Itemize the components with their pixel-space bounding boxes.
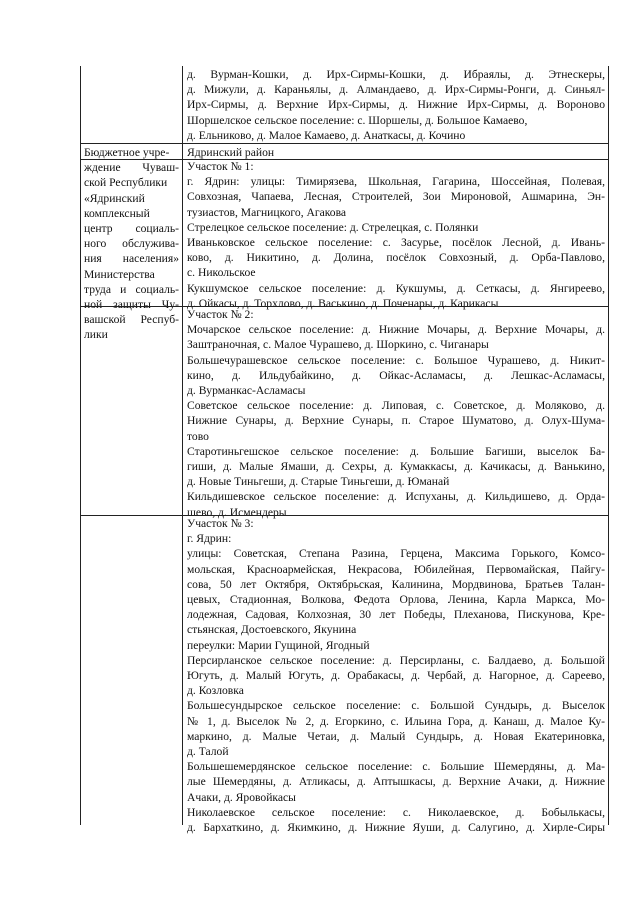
text-line: г. Ядрин: <box>187 532 232 546</box>
text-line: мольская, Красноармейская, Некрасова, Юбилейная, Первомайская, Пайгу- <box>187 562 605 576</box>
text-line: Советское сельское поселение: д. Липовая, с. Советское, д. Моляково, д. <box>187 399 605 413</box>
text-line: д. Мижули, д. Караньялы, д. Алмандаево, д. Ирх-Сирмы-Ронги, д. Синьял- <box>187 83 605 97</box>
institution-line: Бюджетное учре- <box>84 146 170 159</box>
text-line: д. Вурман-Кошки, д. Ирх-Сирмы-Кошки, д. Ибраялы, д. Этнескеры, <box>187 68 605 81</box>
institution-line: комплексный <box>84 206 150 220</box>
text-line: Большешемердянское сельское поселение: с. Большие Шемердяны, д. Ма- <box>187 760 605 774</box>
text-line: Большесундырское сельское поселение: с. Большой Сундырь, д. Выселок <box>187 699 605 713</box>
institution-line: лики <box>84 328 108 342</box>
institution-line: ного обслужива- <box>84 237 179 251</box>
continuation-row <box>81 66 608 143</box>
text-line: Старотиньгешское сельское поселение: д. Большие Багиши, выселок Ба- <box>187 444 605 458</box>
text-line: Совхозная, Чапаева, Лесная, Строителей, Зои Мироновой, Ашмарина, Эн- <box>187 190 605 204</box>
text-line: улицы: Советская, Степана Разина, Герцена, Максима Горького, Комсо- <box>187 547 605 561</box>
text-line: маркино, д. Малые Четаи, д. Малый Сундырь, д. Новая Екатериновка, <box>187 729 605 743</box>
text-line: д. Бархаткино, д. Якимкино, д. Нижние Яуши, д. Салугино, д. Хирле-Сиры <box>187 821 605 834</box>
text-line: № 1, д. Выселок № 2, д. Егоркино, с. Ильина Гора, д. Канаш, д. Малое Ку- <box>187 714 605 728</box>
text-line: д. Ойкасы, д. Торхлово, д. Васькино, д. Поченары, д. Карикасы <box>187 296 499 310</box>
institution-line: центр социаль- <box>84 222 179 235</box>
text-line: лые Шемердяны, д. Атликасы, д. Аптышкасы, д. Верхние Ачаки, д. Нижние <box>187 775 605 789</box>
text-line: ково, д. Никитино, д. Долина, посёлок Совхозный, д. Орба-Павлово, <box>187 251 605 265</box>
text-line: Заштраночная, с. Малое Чурашево, д. Шоркино, с. Чиганары <box>187 338 489 352</box>
text-line: Участок № 3: <box>187 517 254 530</box>
text-line: тузиастов, Магницкого, Агакова <box>187 205 347 219</box>
institution-line: Министерства <box>84 267 155 281</box>
text-line: д. Талой <box>187 745 229 758</box>
institution-line: вашской Респуб- <box>84 313 179 327</box>
text-line: Кукшумское сельское поселение: д. Кукшумы, д. Сеткасы, д. Янгиреево, <box>187 281 605 295</box>
text-line: Персирланское сельское поселение: д. Персирланы, с. Балдаево, д. Большой <box>187 653 605 667</box>
row-divider <box>81 306 608 307</box>
text-line: кино, д. Ильдубайкино, д. Ойкас-Асламасы, д. Лешкас-Асламасы, <box>187 368 605 382</box>
text-line: Кильдишевское сельское поселение: д. Испуханы, д. Кильдишево, д. Орда- <box>187 490 605 504</box>
text-line: Большечурашевское сельское поселение: с. Большое Чурашево, д. Никит- <box>187 353 605 367</box>
text-line: Югуть, д. Малый Югуть, д. Орабакасы, д. Чербай, д. Нагорное, д. Сареево, <box>187 669 605 682</box>
text-line: гиши, д. Малые Ямаши, д. Сехры, д. Кумаккасы, д. Качикасы, д. Ванькино, <box>187 460 605 473</box>
text-line: лодежная, Садовая, Колхозная, 30 лет Победы, Плеханова, Пискунова, Кре- <box>187 608 605 622</box>
text-line: Нижние Сунары, д. Верхние Сунары, п. Старое Шуматово, д. Олух-Шума- <box>187 414 605 428</box>
text-line: шево, д. Исмендеры <box>187 505 287 519</box>
row-divider <box>81 515 608 516</box>
text-line: Николаевское сельское поселение: с. Николаевское, д. Бобылькасы, <box>187 805 605 819</box>
text-line: с. Никольское <box>187 266 256 280</box>
institution-line: ния населения» <box>84 252 179 266</box>
institution-line: ской Республики <box>84 176 168 190</box>
institution-line: «Ядринский <box>84 191 145 205</box>
institution-line: ждение Чуваш- <box>84 161 179 175</box>
text-line: Ирх-Сирмы, д. Верхние Ирх-Сирмы, д. Нижние Ирх-Сирмы, д. Вороново <box>187 98 605 112</box>
text-line: Мочарское сельское поселение: д. Нижние Мочары, д. Верхние Мочары, д. <box>187 323 605 337</box>
text-line: Шоршелское сельское поселение: с. Шоршелы, д. Большое Камаево, <box>187 113 528 127</box>
institution-line: ной защиты Чу- <box>84 298 179 311</box>
text-line: г. Ядрин: улицы: Тимирязева, Школьная, Гагарина, Шоссейная, Полевая, <box>187 175 605 189</box>
text-line: Ачаки, д. Яровойкасы <box>187 790 296 804</box>
text-line: Участок № 2: <box>187 308 254 321</box>
text-line: д. Козловка <box>187 684 244 698</box>
text-line: Иваньковское сельское поселение: с. Засурье, посёлок Лесной, д. Ивань- <box>187 236 605 249</box>
text-line: д. Вурманкас-Асламасы <box>187 384 306 397</box>
text-line: тово <box>187 429 209 443</box>
text-line: Стрелецкое сельское поселение: д. Стрелецкая, с. Полянки <box>187 220 479 234</box>
assignment-table <box>80 66 609 834</box>
text-line: цевых, Стадионная, Волкова, Федота Орлова, Ленина, Карла Маркса, Мо- <box>187 593 605 606</box>
text-line: Участок № 1: <box>187 160 254 173</box>
text-line: д. Новые Тиньгеши, д. Старые Тиньгеши, д. Юманай <box>187 475 450 489</box>
institution-line: труда и социаль- <box>84 282 179 296</box>
text-line: д. Ельниково, д. Малое Камаево, д. Анаткасы, д. Кочино <box>187 128 466 142</box>
text-line: стьянская, Достоевского, Якунина <box>187 623 357 637</box>
district-name: Ядринский район <box>187 146 275 159</box>
text-line: переулки: Марии Гущиной, Ягодный <box>187 638 370 652</box>
text-line: сова, 50 лет Октября, Октябрьская, Калинина, Мордвинова, Братьев Талан- <box>187 577 605 591</box>
